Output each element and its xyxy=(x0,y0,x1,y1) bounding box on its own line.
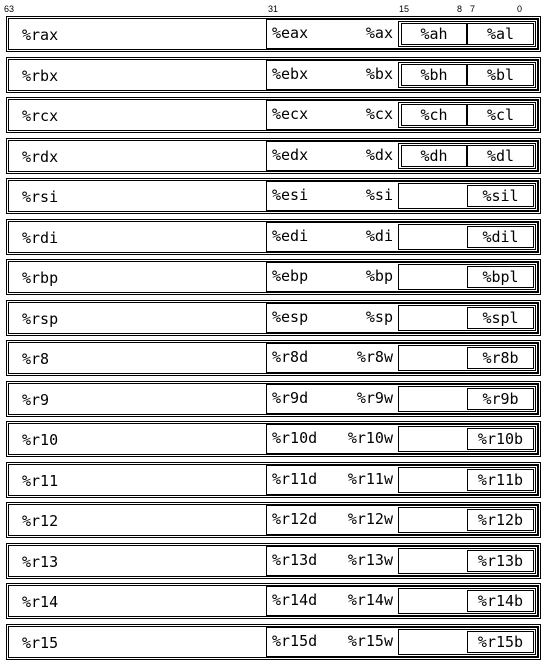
bit-label-8: 8 xyxy=(457,4,463,14)
register-low-byte xyxy=(467,550,534,572)
register-16-name: %bx xyxy=(365,65,393,83)
register-low-byte xyxy=(467,145,534,167)
register-64-name: %r11 xyxy=(22,472,59,490)
register-64-name: %rsp xyxy=(22,310,59,328)
register-16-name: %r11w xyxy=(347,470,393,488)
register-32-name: %esp xyxy=(272,308,309,326)
register-32-name: %r12d xyxy=(272,510,318,528)
register-16-name: %cx xyxy=(365,105,393,123)
register-low-byte-name: %dil xyxy=(482,227,519,246)
register-64-name: %rdx xyxy=(22,148,59,166)
register-high-byte-name: %bh xyxy=(420,65,448,84)
register-64-name: %rdi xyxy=(22,229,59,247)
register-high-byte xyxy=(401,104,467,126)
register-low-byte-name: %r9b xyxy=(482,389,519,408)
register-low-byte-name: %r8b xyxy=(482,348,519,367)
register-32-name: %r11d xyxy=(272,470,318,488)
register-32-name: %r8d xyxy=(272,348,309,366)
register-32-name: %esi xyxy=(272,186,309,204)
register-low-byte-name: %cl xyxy=(486,105,515,124)
register-row xyxy=(0,57,546,95)
register-16-name: %r10w xyxy=(347,429,393,447)
register-high-byte xyxy=(401,23,467,45)
register-16-name: %r8w xyxy=(356,348,393,366)
register-64-name: %r13 xyxy=(22,553,59,571)
register-low-byte-name: %r11b xyxy=(477,470,524,489)
register-high-byte xyxy=(401,145,467,167)
register-64-name: %rcx xyxy=(22,107,59,125)
register-16-name: %sp xyxy=(365,308,393,326)
register-low-byte xyxy=(467,469,534,491)
register-low-byte xyxy=(467,185,534,207)
register-64-name: %r12 xyxy=(22,512,59,530)
bit-label-31: 31 xyxy=(268,4,279,14)
bit-label-7: 7 xyxy=(470,4,476,14)
register-64-name: %r10 xyxy=(22,431,59,449)
register-32-name: %eax xyxy=(272,24,309,42)
register-low-byte xyxy=(467,590,534,612)
register-low-byte xyxy=(467,509,534,531)
register-64-name: %rbx xyxy=(22,67,59,85)
register-16-name: %si xyxy=(365,186,393,204)
bit-label-15: 15 xyxy=(399,4,410,14)
register-row xyxy=(0,543,546,581)
register-high-byte-name: %dh xyxy=(420,146,448,165)
register-low-byte-name: %sil xyxy=(482,186,519,205)
register-row xyxy=(0,462,546,500)
register-32-name: %r14d xyxy=(272,591,318,609)
register-32-name: %r10d xyxy=(272,429,318,447)
register-low-byte-name: %r10b xyxy=(477,429,524,448)
register-16-name: %r15w xyxy=(347,632,393,650)
register-16-name: %r14w xyxy=(347,591,393,609)
register-row xyxy=(0,381,546,419)
register-16-name: %di xyxy=(365,227,393,245)
register-row xyxy=(0,421,546,459)
register-64-name: %r9 xyxy=(22,391,50,409)
register-row xyxy=(0,300,546,338)
register-64-name: %rbp xyxy=(22,269,59,287)
register-low-byte-name: %al xyxy=(486,24,515,43)
register-low-byte xyxy=(467,631,534,653)
register-row xyxy=(0,97,546,135)
register-64-name: %rsi xyxy=(22,188,59,206)
register-16-name: %r13w xyxy=(347,551,393,569)
register-low-byte xyxy=(467,226,534,248)
register-row xyxy=(0,16,546,54)
register-16-name: %ax xyxy=(365,24,393,42)
register-low-byte-name: %bl xyxy=(486,65,515,84)
register-low-byte xyxy=(467,307,534,329)
register-low-byte xyxy=(467,23,534,45)
register-low-byte xyxy=(467,428,534,450)
register-low-byte xyxy=(467,266,534,288)
register-low-byte-name: %spl xyxy=(482,308,519,327)
register-16-name: %bp xyxy=(365,267,393,285)
register-low-byte-name: %r15b xyxy=(477,632,524,651)
register-row xyxy=(0,502,546,540)
register-row xyxy=(0,340,546,378)
register-16-name: %dx xyxy=(365,146,393,164)
register-row xyxy=(0,138,546,176)
register-row xyxy=(0,178,546,216)
register-32-name: %ebx xyxy=(272,65,309,83)
register-row xyxy=(0,259,546,297)
register-high-byte-name: %ah xyxy=(420,24,448,43)
register-low-byte-name: %dl xyxy=(486,146,515,165)
register-64-name: %r8 xyxy=(22,350,50,368)
register-low-byte xyxy=(467,388,534,410)
register-low-byte-name: %r14b xyxy=(477,591,524,610)
register-32-name: %r9d xyxy=(272,389,309,407)
register-low-byte xyxy=(467,347,534,369)
register-32-name: %r15d xyxy=(272,632,318,650)
register-32-name: %ecx xyxy=(272,105,309,123)
register-low-byte-name: %r12b xyxy=(477,510,524,529)
register-high-byte xyxy=(401,64,467,86)
register-32-name: %ebp xyxy=(272,267,309,285)
bit-label-63: 63 xyxy=(4,4,15,14)
register-16-name: %r12w xyxy=(347,510,393,528)
register-32-name: %edi xyxy=(272,227,309,245)
register-32-name: %r13d xyxy=(272,551,318,569)
register-64-name: %r14 xyxy=(22,593,59,611)
register-low-byte xyxy=(467,104,534,126)
register-row xyxy=(0,583,546,621)
register-low-byte xyxy=(467,64,534,86)
register-high-byte-name: %ch xyxy=(420,105,448,124)
register-64-name: %rax xyxy=(22,26,59,44)
bit-label-0: 0 xyxy=(517,4,523,14)
register-row xyxy=(0,219,546,257)
register-32-name: %edx xyxy=(272,146,309,164)
register-16-name: %r9w xyxy=(356,389,393,407)
register-64-name: %r15 xyxy=(22,634,59,652)
register-low-byte-name: %bpl xyxy=(482,267,519,286)
register-low-byte-name: %r13b xyxy=(477,551,524,570)
register-row xyxy=(0,624,546,662)
